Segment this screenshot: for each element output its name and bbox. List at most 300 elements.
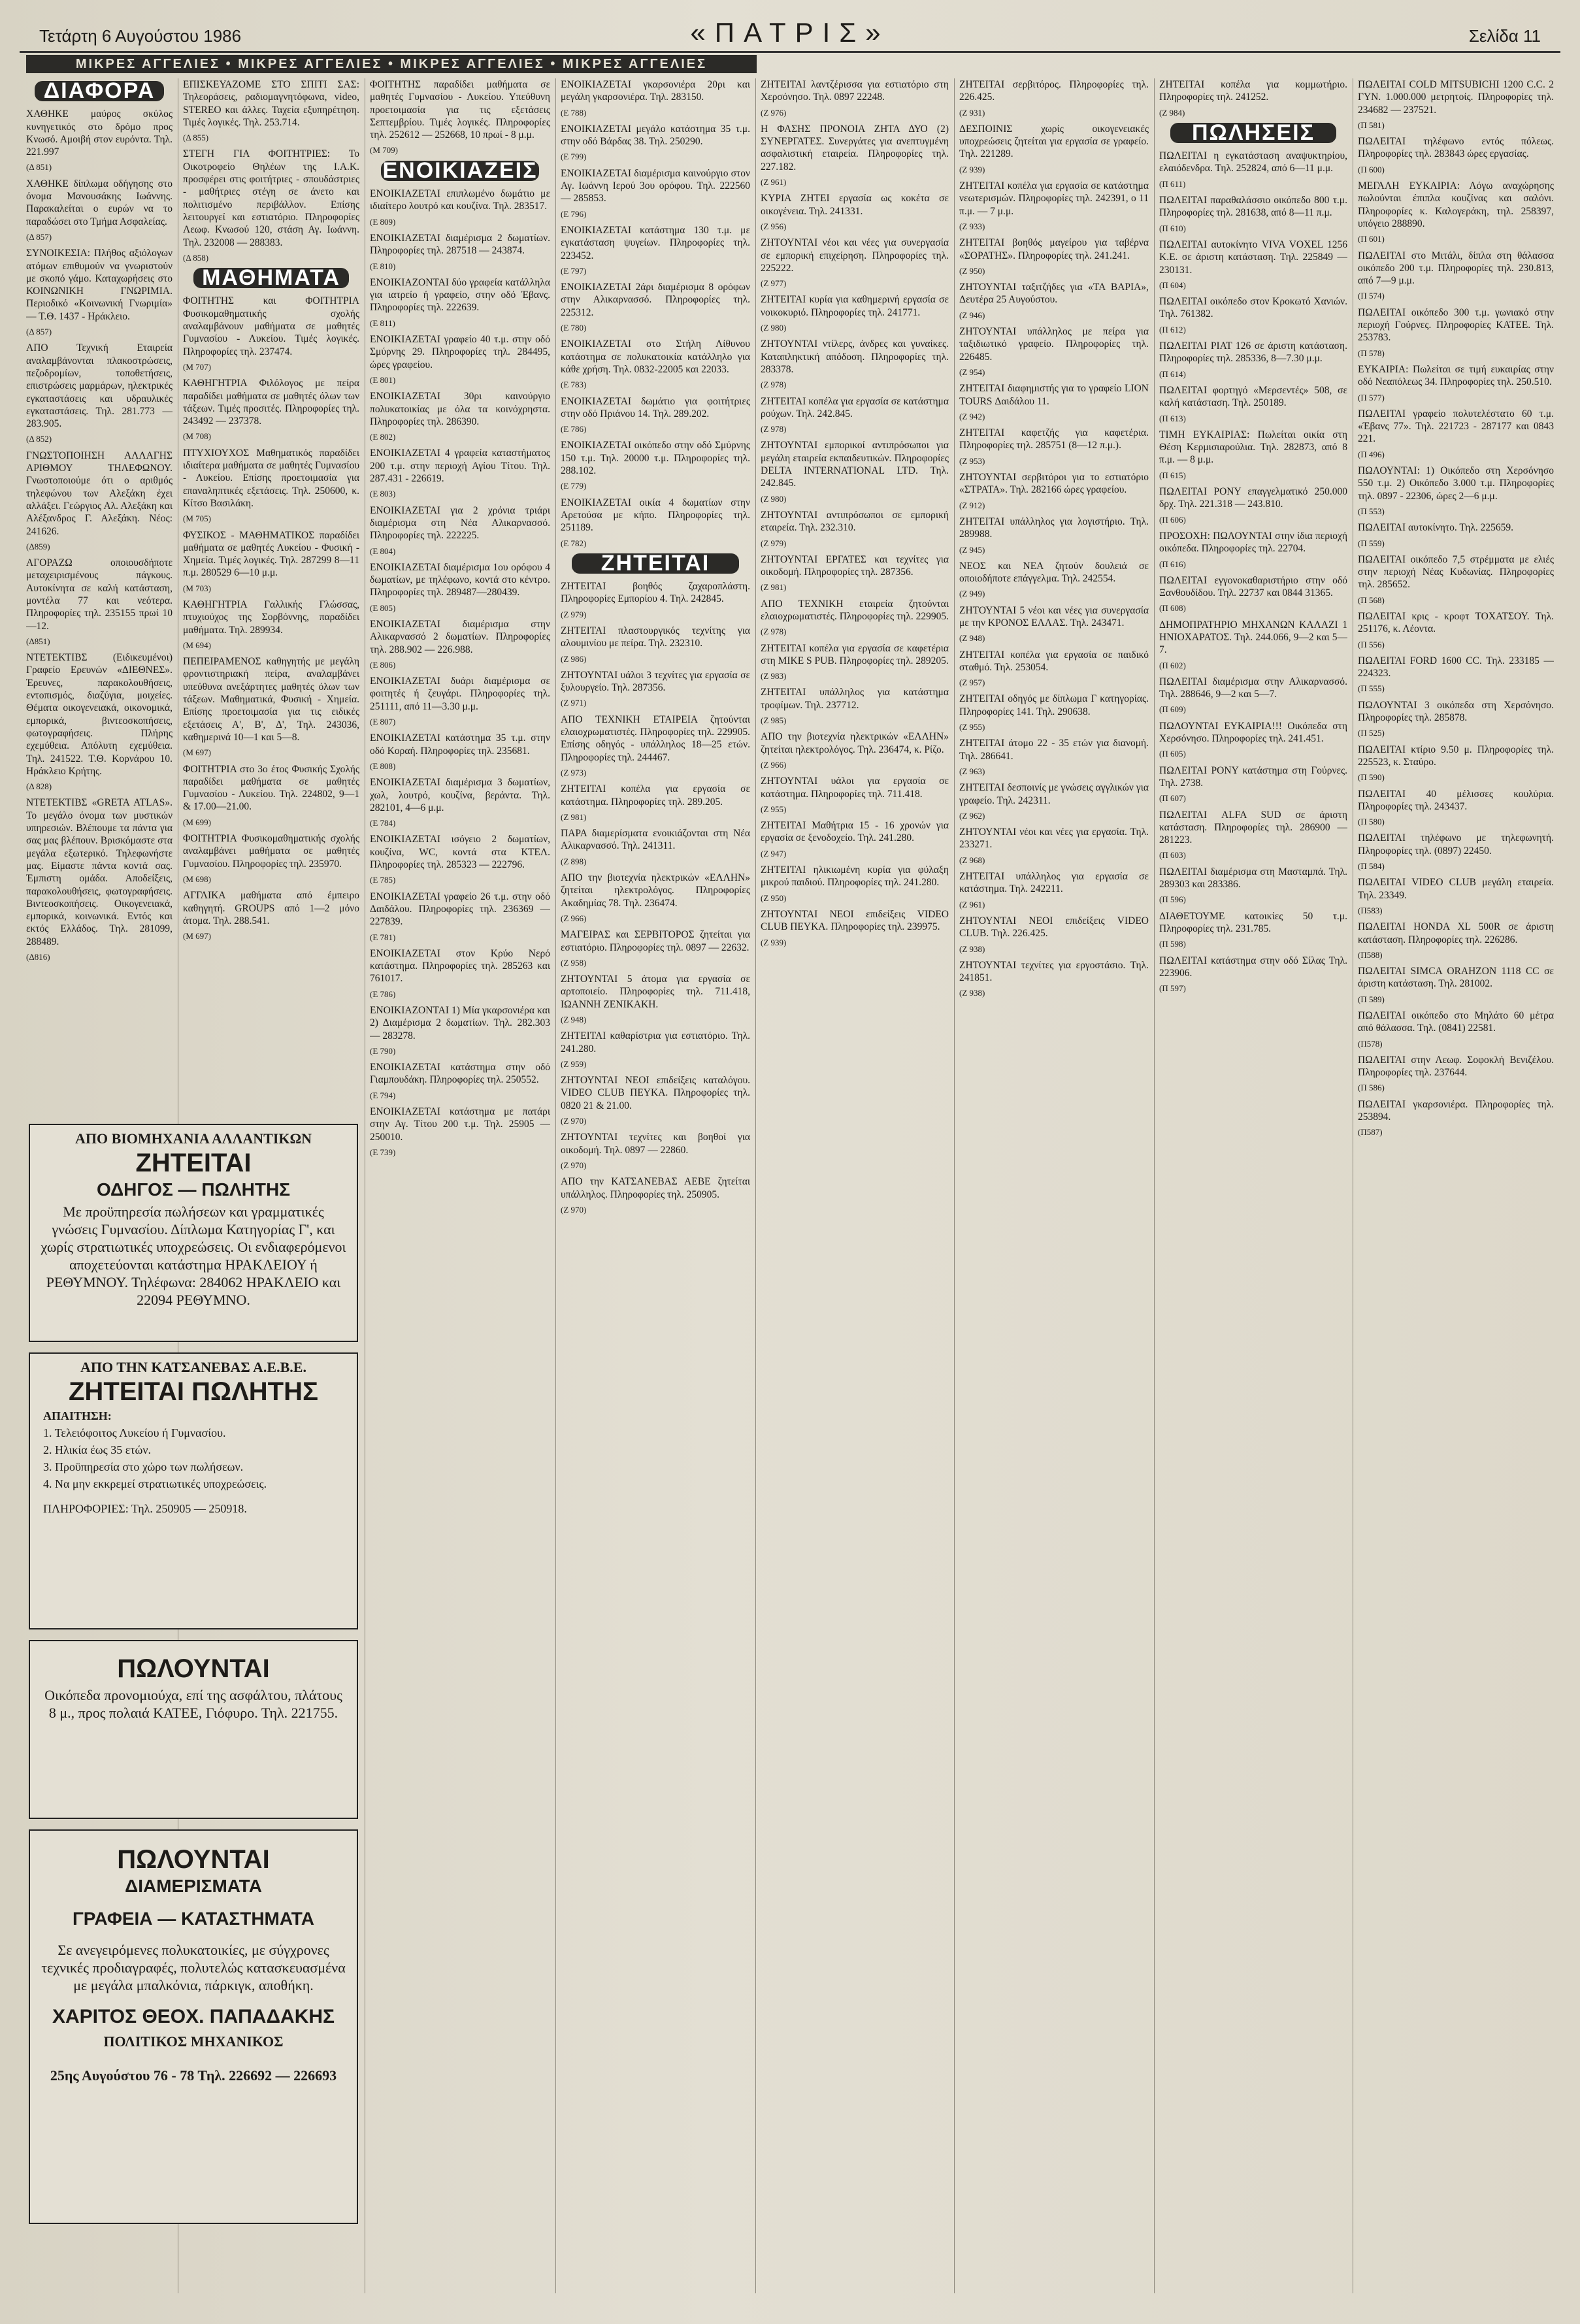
ad-code: (Ε 807) [370, 717, 396, 727]
classified-ad: ΖΗΤΟΥΝΤΑΙ ΕΡΓΑΤΕΣ και τεχνίτες για οικοδομή. Πληροφορίες τηλ. 287356. [761, 553, 949, 578]
classified-ad: ΖΗΤΕΙΤΑΙ υπάλληλος για εργασία σε κατάστημα. Τηλ. 242211. [959, 871, 1149, 895]
ad-code: (Δ859) [26, 541, 50, 551]
ad-code: (Ε 806) [370, 659, 396, 670]
ad-code: (Ζ 955) [761, 804, 787, 814]
classified-ad: ΕΝΟΙΚΙΑΖΕΤΑΙ διαμέρισμα καινούργιο στον Αγ. Ιωάννη Ιερού 3ου ορόφου. Τηλ. 222560 — 285853. [561, 167, 750, 205]
ad-code: (Ζ 958) [561, 957, 587, 968]
ad-code: (Ε 786) [370, 989, 396, 999]
classified-ad: ΖΗΤΟΥΝΤΑΙ ΝΕΟΙ επιδείξεις VIDEO CLUB. Τηλ. 226.425. [959, 915, 1149, 940]
classified-ad: ΖΗΤΕΙΤΑΙ δεσποινίς με γνώσεις αγγλικών για γραφείο. Τηλ. 242311. [959, 782, 1149, 806]
ad-code: (Π 577) [1358, 392, 1385, 402]
classified-ad: ΠΩΛΕΙΤΑΙ κρις - κροφτ ΤΟΧΑΤΣΟΥ. Τηλ. 251176, κ. Λέοντα. [1358, 610, 1554, 635]
display-ad-oikopeda [29, 1640, 358, 1819]
classified-ad: ΦΟΙΤΗΤΗΣ και ΦΟΙΤΗΤΡΙΑ Φυσικομαθηματικής σχολής αναλαμβάνουν μαθήματα σε μαθητές Γυμνασίου - Λυκείου. Τιμές λογικές. Πληροφορίες τηλ. 237474. [183, 295, 359, 357]
classified-ad: ΕΝΟΙΚΙΑΖΕΤΑΙ γκαρσονιέρα 20ρι και μεγάλη γκαρσονιέρα. Τηλ. 283150. [561, 79, 750, 103]
classified-ad: ΠΩΛΕΙΤΑΙ στην Λεωφ. Σοφοκλή Βενιζέλου. Πληροφορίες τηλ. 237644. [1358, 1054, 1554, 1079]
classified-ad: ΠΩΛΟΥΝΤΑΙ ΕΥΚΑΙΡΙΑ!!! Οικόπεδα στη Χερσόνησο. Πληροφορίες τηλ. 241.451. [1159, 720, 1347, 745]
classified-ad: ΠΩΛΕΙΤΑΙ παραθαλάσσιο οικόπεδο 800 τ.μ. Πληροφορίες τηλ. 281638, από 8—11 π.μ. [1159, 195, 1347, 219]
ad-code: (Ζ 948) [959, 633, 985, 644]
ad-code: (Π 600) [1358, 164, 1385, 174]
ad-code: (Π 614) [1159, 368, 1186, 379]
classified-ad: ΑΠΟ την ΚΑΤΣΑΝΕΒΑΣ ΑΕΒΕ ζητείται υπάλληλος. Πληροφορίες τηλ. 250905. [561, 1176, 750, 1200]
column-3 [370, 78, 550, 2300]
ad-list [1159, 78, 1347, 994]
ad-code: (Ζ 979) [561, 609, 587, 619]
column-5 [761, 78, 949, 2300]
ad-code: (Ε 811) [370, 318, 395, 328]
classified-ad: ΕΝΟΙΚΙΑΖΕΤΑΙ διαμέρισμα 3 δωματίων, χωλ, λουτρό, κουζίνα, βεράντα. Τηλ. 282101, 4—6 μ.μ. [370, 777, 550, 813]
ad-code: (Π 581) [1358, 120, 1385, 130]
classified-ad: ΖΗΤΕΙΤΑΙ υπάλληλος για κατάστημα τροφίμων. Τηλ. 237712. [761, 687, 949, 711]
ad-code: (Π 590) [1358, 772, 1385, 783]
classified-ad: ΕΥΚΑΙΡΙΑ: Πωλείται σε τιμή ευκαιρίας στην οδό Νεαπόλεως 34. Πληροφορίες τηλ. 250.510. [1358, 363, 1554, 388]
column-rule [755, 78, 756, 2293]
ad-code: (Ε 797) [561, 265, 587, 276]
column-6 [959, 78, 1149, 2300]
ad-code: (Π 556) [1358, 639, 1385, 649]
classified-ad: ΖΗΤΟΥΝΤΑΙ τεχνίτες και βοηθοί για οικοδομή. Τηλ. 0897 — 22860. [561, 1132, 750, 1156]
ad-code: (Π 613) [1159, 413, 1186, 423]
ad-code: (Ζ 962) [959, 810, 985, 821]
ad-code: (Π 568) [1358, 595, 1385, 605]
ad-code: (Ε 784) [370, 818, 396, 828]
requirement-item: 1. Τελειόφοιτος Λυκείου ή Γυμνασίου. [43, 1426, 226, 1439]
classified-ad: ΖΗΤΟΥΝΤΑΙ ντίλερς, άνδρες και γυναίκες. Καταπληκτική απόδοση. Πληροφορίες τηλ. 283378. [761, 338, 949, 375]
ad-code: (Μ 707) [183, 361, 211, 372]
ad-code: (Π 602) [1159, 660, 1186, 670]
ad-code: (Ε 804) [370, 546, 396, 556]
ad-code: (Δ 857) [26, 231, 52, 242]
classified-ad: ΕΝΟΙΚΙΑΖΕΤΑΙ στον Κρύο Νερό κατάστημα. Πληροφορίες τηλ. 285263 και 761017. [370, 947, 550, 985]
classified-ad: ΠΩΛΕΙΤΑΙ κτίριο 9.50 μ. Πληροφορίες τηλ. 225523, κ. Σταύρο. [1358, 744, 1554, 768]
classified-ad: ΦΟΙΤΗΤΡΙΑ Φυσικομαθηματικής σχολής αναλαμβάνει μαθήματα σε μαθητές Γυμνασίου. Πληροφορίες τηλ. 235970. [183, 833, 359, 870]
classified-ad: Η ΦΑΣΗΣ ΠΡΟΝΟΙΑ ΖΗΤΑ ΔΥΟ (2) ΣΥΝΕΡΓΑΤΕΣ. Συνεργάτες για ανεπτυγμένη ασφαλιστική εταιρεία. Πληροφορίες τηλ. 227.182. [761, 123, 949, 172]
section-heading: ΕΝΟΙΚΙΑΖΕΙΣ [381, 161, 540, 181]
classified-ad: ΕΝΟΙΚΙΑΖΕΤΑΙ ισόγειο 2 δωματίων, κουζίνα, WC, κοντά στα ΚΤΕΛ. Πληροφορίες τηλ. 285323 — 222796. [370, 834, 550, 871]
classified-ad: ΦΟΙΤΗΤΗΣ παραδίδει μαθήματα σε μαθητές Γυμνασίου - Λυκείου. Υπεύθυνη προετοιμασία για τις εξετάσεις Σεπτεμβρίου. Τιμές λογικές. Πληροφορίες τηλ. 252612 — 252668, 10 πρωί - 8 μ.μ. [370, 79, 550, 141]
column-7 [1159, 78, 1347, 2300]
ad-code: (Ζ 973) [561, 767, 587, 777]
ad-code: (Π 606) [1159, 514, 1186, 525]
ad-code: (Ζ 979) [761, 538, 787, 548]
ad-list [761, 78, 949, 949]
classified-ad: ΠΩΛΕΙΤΑΙ γραφείο πολυτελέστατο 60 τ.μ. «Έβανς 77». Τηλ. 221723 - 287177 και 0843 221. [1358, 408, 1554, 445]
classified-ad: ΠΩΛΟΥΝΤΑΙ 3 οικόπεδα στη Χερσόνησο. Πληροφορίες τηλ. 285878. [1358, 699, 1554, 724]
ad-code: (Π 601) [1358, 234, 1385, 244]
ad-code: (Δ851) [26, 636, 50, 646]
ad-code: (Ζ 986) [561, 653, 587, 664]
ad-code: (Ζ 966) [761, 759, 787, 770]
display-ad-subhead: ΟΔΗΓΟΣ — ΠΩΛΗΤΗΣ [96, 1179, 291, 1200]
ad-code: (Ζ 942) [959, 411, 985, 421]
ad-code: (Π 596) [1159, 894, 1186, 905]
ad-code: (Ζ 980) [761, 493, 787, 504]
ad-code: (Ε 779) [561, 481, 587, 491]
ad-code: (Π 553) [1358, 506, 1385, 516]
ad-code: (Π583) [1358, 905, 1383, 915]
ad-code: (Μ 699) [183, 817, 211, 827]
classified-ad: ΔΕΣΠΟΙΝΙΣ χωρίς οικογενειακές υποχρεώσεις ζητείται για εργασία σε γραφείο. Τηλ. 221289. [959, 123, 1149, 160]
display-ad-body: Με προϋπηρεσία πωλήσεων και γραμματικές γνώσεις Γυμνασίου. Δίπλωμα Κατηγορίας Γ', και χωρίς στρατιωτικές υποχρεώσεις. Οι ενδιαφερόμενοι αποχετεύονται κατάστημα ΗΡΑΚΛΕΙΟΥ ή ΡΕΘΥΜΝΟΥ. Τηλέφωνα: 284062 ΗΡΑΚΛΕΙΟ και 22094 ΡΕΘΥΜΝΟ. [41, 1203, 346, 1308]
classified-ad: ΠΩΛΕΙΤΑΙ οικόπεδο στον Κροκωτό Χανιών. Τηλ. 761382. [1159, 296, 1347, 320]
ad-code: (Π588) [1358, 949, 1383, 960]
classified-ad: ΠΩΛΕΙΤΑΙ 40 μέλισσες κουλύρια. Πληροφορίες τηλ. 243437. [1358, 788, 1554, 812]
ad-code: (Π 598) [1159, 939, 1186, 949]
classified-ad: ΠΕΠΕΙΡΑΜΕΝΟΣ καθηγητής με μεγάλη φροντιστηριακή πείρα, αναλαμβάνει υπεύθυνα ανεξάρτητες μαθητές όλων των τάξεων. Μαθηματικά, Φυσική - Χημεία. Επίσης προετοιμασία για τις ειδικές εξετάσεις Α', Β', Δ', Τηλ. 243036, καθημερινά 10—1 και 5—8. [183, 656, 359, 743]
classified-ad: ΕΝΟΙΚΙΑΖΕΤΑΙ διαμέρισμα 1ου ορόφου 4 δωματίων, με τηλέφωνο, κοντά στο κέντρο. Πληροφορίες τηλ. 289487—280439. [370, 561, 550, 598]
ad-code: (Ε 803) [370, 489, 396, 499]
classified-ad: ΖΗΤΕΙΤΑΙ κοπέλα για εργασία σε κατάστημα νεωτερισμών. Πληροφορίες τηλ. 242391, ο 11 π.μ. — 7 μ.μ. [959, 180, 1149, 217]
ad-code: (Π 611) [1159, 178, 1186, 189]
display-ad-body: Οικόπεδα προνομιούχα, επί της ασφάλτου, πλάτους 8 μ., προς πολαιά ΚΑΤΕΕ, Γιόφυρο. Τηλ. 221755. [44, 1687, 342, 1721]
classified-ad: ΖΗΤΟΥΝΤΑΙ ΝΕΟΙ επιδείξεις VIDEO CLUB ΠΕΥΚΑ. Πληροφορίες τηλ. 239975. [761, 908, 949, 933]
classified-ad: ΕΝΟΙΚΙΑΖΕΤΑΙ οικόπεδο στην οδό Σμύρνης 150 τ.μ. Τηλ. 20000 τ.μ. Πληροφορίες τηλ. 288.102. [561, 440, 750, 477]
classified-ad: ΕΝΟΙΚΙΑΖΕΤΑΙ δυάρι διαμέρισμα σε φοιτητές ή ζευγάρι. Πληροφορίες τηλ. 251111, από 11—3.30 μ.μ. [370, 676, 550, 712]
ad-code: (Π 615) [1159, 470, 1186, 480]
ad-code: (Ζ 939) [761, 937, 787, 947]
ad-code: (Ζ 978) [761, 627, 787, 637]
classified-ad: ΓΝΩΣΤΟΠΟΙΗΣΗ ΑΛΛΑΓΗΣ ΑΡΙΘΜΟΥ ΤΗΛΕΦΩΝΟΥ. Γνωστοποιούμε ότι ο αριθμός τηλεφώνου των Αλεξάκη έχει αλλάξει. Γεώργιος Αλ. Αλεξάκη και Αλέξανδρος Γ. Αλεξάκη. Νέος: 241626. [26, 450, 173, 537]
ad-code: (Ε 782) [561, 538, 587, 548]
classified-ad: ΖΗΤΕΙΤΑΙ κοπέλα για εργασία σε κατάστημα. Πληροφορίες τηλ. 289.205. [561, 783, 750, 808]
ad-list [561, 78, 750, 1216]
ad-code: (Ζ 948) [561, 1015, 587, 1024]
ad-code: (Ε 788) [561, 107, 587, 118]
classified-ad: ΠΩΛΕΙΤΑΙ εγγονοκαθαριστήριο στην οδό Ξανθουδίδου. Τηλ. 22737 και 0844 31365. [1159, 574, 1347, 599]
ad-code: (Π 597) [1159, 983, 1186, 994]
classified-ad: ΑΠΟ την βιοτεχνία ηλεκτρικών «ΕΛΛΗΝ» ζητείται ηλεκτρολόγος. Πληροφορίες Ακαδημίας 78. Τηλ. 236474. [561, 872, 750, 909]
ad-code: (Ζ 970) [561, 1160, 587, 1170]
requirement-item: 2. Ηλικία έως 35 ετών. [43, 1443, 152, 1456]
classified-ad: ΖΗΤΟΥΝΤΑΙ ΝΕΟΙ επιδείξεις καταλόγου. VIDEO CLUB ΠΕΥΚΑ. Πληροφορίες τηλ. 0820 21 & 21.00. [561, 1075, 750, 1111]
ad-code: (Π 604) [1159, 280, 1186, 290]
ad-code: (Π 607) [1159, 793, 1186, 804]
ad-list [1358, 78, 1554, 1139]
ad-code: (Ζ 980) [761, 323, 787, 333]
classified-ad: ΠΩΛΕΙΤΑΙ οικόπεδο 300 τ.μ. γωνιακό στην περιοχή Γούρνες. Πληροφορίες ΚΑΤΕΕ. Τηλ. 253783. [1358, 306, 1554, 344]
classified-ad: ΠΩΛΕΙΤΑΙ οικόπεδο 7,5 στρέμματα με ελιές στην περιοχή Νέας Κυδωνίας. Πληροφορίες τηλ. 285652. [1358, 553, 1554, 591]
display-ad-headline: ΖΗΤΕΙΤΑΙ ΠΩΛΗΤΗΣ [69, 1377, 318, 1406]
classified-ad: ΑΓΟΡΑΖΩ οποιουσδήποτε μεταχειρισμένους πάγκους. Αυτοκίνητα σε καλή κατάσταση, μοντέλα 77 και νεότερα. Πληροφορίες τηλ. 235155 πρωί 10—12. [26, 557, 173, 632]
ad-list [183, 78, 359, 942]
classified-ad: ΕΝΟΙΚΙΑΖΕΤΑΙ 4 γραφεία καταστήματος 200 τ.μ. στην περιοχή Αγίου Τίτου. Τηλ. 287.431 - 226619. [370, 448, 550, 485]
classified-ad: ΕΝΟΙΚΙΑΖΕΤΑΙ κατάστημα 130 τ.μ. με εγκατάσταση ψυγείων. Πληροφορίες τηλ. 223452. [561, 224, 750, 261]
column-1 [26, 78, 173, 1085]
display-ad-headline: ΠΩΛΟΥΝΤΑΙ [117, 1654, 270, 1683]
classified-ad: ΠΩΛΕΙΤΑΙ COLD MITSUBICHI 1200 C.C. 2 ΓΥΝ. 1.000.000 μετρητοίς. Πληροφορίες τηλ. 234682 — 237521. [1358, 79, 1554, 116]
classified-ad: ΖΗΤΕΙΤΑΙ κυρία για καθημερινή εργασία σε νοικοκυριό. Πληροφορίες τηλ. 241771. [761, 294, 949, 318]
requirements-label: ΑΠΑΙΤΗΣΗ: [43, 1409, 112, 1422]
classified-ad: ΕΝΟΙΚΙΑΖΕΤΑΙ διαμέρισμα στην Αλικαρνασσό 2 δωματίων. Πληροφορίες τηλ. 288.902 — 226.988. [370, 618, 550, 655]
ad-code: (Ε 794) [370, 1090, 396, 1100]
classified-ad: ΖΗΤΕΙΤΑΙ λαντζέρισσα για εστιατόριο στη Χερσόνησο. Τηλ. 0897 22248. [761, 79, 949, 103]
ad-code: (Ε 805) [370, 602, 396, 613]
classified-ad: ΖΗΤΕΙΤΑΙ Μαθήτρια 15 - 16 χρονών για εργασία σε ξενοδοχείο. Τηλ. 241.280. [761, 820, 949, 844]
classified-ad: ΖΗΤΕΙΤΑΙ πλαστουργικός τεχνίτης για αλουμινίου με πείρα. Τηλ. 232310. [561, 625, 750, 649]
display-ad-body: Σε ανεγειρόμενες πολυκατοικίες, με σύγχρονες τεχνικές προδιαγραφές, πολυτελώς κατασκευασμένα με μεγάλα μπαλκόνια, πάρκιγκ, αποθήκη. [41, 1942, 346, 1993]
ad-code: (Ε 739) [370, 1147, 396, 1157]
ad-code: (Ζ 939) [959, 164, 985, 174]
ad-code: (Π 610) [1159, 223, 1186, 233]
classified-ad: ΖΗΤΕΙΤΑΙ ηλικιωμένη κυρία για φύλαξη μικρού παιδιού. Πληροφορίες τηλ. 241.280. [761, 864, 949, 889]
display-ad-diamerismata [29, 1829, 358, 2224]
ad-code: (Ζ 970) [561, 1116, 587, 1126]
ad-code: (Μ 703) [183, 583, 211, 593]
ad-code: (Π 616) [1159, 559, 1186, 569]
classified-ad: ΕΝΟΙΚΙΑΖΕΤΑΙ επιπλωμένο δωμάτιο με ιδιαίτερο λουτρό και κουζίνα. Τηλ. 283517. [370, 188, 550, 212]
ad-code: (Ε 796) [561, 208, 587, 219]
classified-ad: ΠΩΛΕΙΤΑΙ φορτηγό «Μερσεντές» 508, σε καλή κατάσταση. Τηλ. 250189. [1159, 384, 1347, 409]
ad-code: (Ζ 931) [959, 107, 985, 118]
classified-ad: ΝΕΟΣ και ΝΕΑ ζητούν δουλειά σε οποιοδήποτε επάγγελμα. Τηλ. 242554. [959, 560, 1149, 585]
classified-ad: ΝΤΕΤΕΚΤΙΒΣ «GRETA ATLAS». Το μεγάλο όνομα των μυστικών υπηρεσιών. Βλέπουμε τα πάντα για σας μας βλέπουν. Βρισκόμαστε στα μεγάλα εξωτερικό. Τηλεφωνήστε μας. Είμαστε πάντα κοντά σας. Έμπιστη ομάδα. Αποδείξεις, παρακολουθήσεις, φωτογραφήσεις. Βιντεοσκοπήσεις. Οικογενειακά, εμπορικά, κοινωνικά. Εντός και εκτός Ελλάδος. Τηλ. 281099, 288489. [26, 797, 173, 947]
ad-code: (Ζ 946) [959, 310, 985, 320]
display-ad-katsanevas [29, 1352, 358, 1629]
classified-ad: ΕΝΟΙΚΙΑΖΕΤΑΙ 30ρι καινούργιο πολυκατοικίας με όλα τα κοινόχρηστα. Πληροφορίες τηλ. 286390. [370, 391, 550, 427]
classified-ad: ΕΝΟΙΚΙΑΖΟΝΤΑΙ δύο γραφεία κατάλληλα για ιατρείο ή γραφείο, στην οδό Έβανς. Πληροφορίες τηλ. 222639. [370, 276, 550, 314]
classified-ad: ΖΗΤΕΙΤΑΙ κοπέλα για κομμωτήριο. Πληροφορίες τηλ. 241252. [1159, 79, 1347, 103]
column-4 [561, 78, 750, 2300]
classified-ad: ΑΠΟ ΤΕΧΝΙΚΗ εταιρεία ζητούνται ελαιοχρωματιστές. Πληροφορίες τηλ. 229905. [761, 598, 949, 622]
classified-ad: ΚΑΘΗΓΗΤΡΙΑ Γαλλικής Γλώσσας, πτυχιούχος της Σορβόννης, παραδίδει μαθήματα. Τηλ. 289934. [183, 598, 359, 636]
ad-code: (Ζ 981) [561, 811, 587, 822]
ad-code: (Π 496) [1358, 449, 1385, 459]
classified-ad: ΖΗΤΕΙΤΑΙ βοηθός μαγείρου για ταβέρνα «ΣΟΡΑΤΗΣ». Πληροφορίες τηλ. 241.241. [959, 237, 1149, 261]
ad-code: (Δ 855) [183, 133, 209, 143]
display-ad-headline: ΠΩΛΟΥΝΤΑΙ [117, 1845, 270, 1874]
masthead: «ΠΑΤΡΙΣ» [690, 17, 890, 48]
ad-code: (Μ 697) [183, 931, 211, 941]
page-header [20, 12, 1560, 53]
ad-code: (Ζ 938) [959, 943, 985, 954]
classified-ad: ΠΩΛΕΙΤΑΙ οικόπεδο στο Μηλάτο 60 μέτρα από θάλασσα. Τηλ. (0841) 22581. [1358, 1010, 1554, 1034]
ad-code: (Π 584) [1358, 861, 1385, 872]
page-number: Σελίδα 11 [1468, 26, 1541, 46]
classified-ad: ΠΩΛΕΙΤΑΙ τηλέφωνο με τηλεφωνητή. Πληροφορίες τηλ. (0897) 22450. [1358, 832, 1554, 857]
ad-code: (Π 525) [1358, 728, 1385, 738]
classified-ad: ΖΗΤΟΥΝΤΑΙ 5 άτομα για εργασία σε αρτοποιείο. Πληροφορίες τηλ. 711.418, ΙΩΑΝΝΗ ΖΕΝΙΚΑΚΗ. [561, 974, 750, 1010]
ad-code: (Δ 828) [26, 781, 52, 792]
ad-code: (Ε 801) [370, 374, 396, 385]
ad-code: (Ε 809) [370, 216, 396, 227]
classified-ad: ΠΑΡΑ διαμερίσματα ενοικιάζονται στη Νέα Αλικαρνασσό. Τηλ. 241311. [561, 828, 750, 852]
classified-ad: ΔΙΑΘΕΤΟΥΜΕ κατοικίες 50 τ.μ. Πληροφορίες τηλ. 231.785. [1159, 910, 1347, 934]
classified-ad: ΠΤΥΧΙΟΥΧΟΣ Μαθηματικός παραδίδει ιδιαίτερα μαθήματα σε μαθητές Γυμνασίου - Λυκείου. Επίσης προετοιμασία για επαναληπτικές εξετάσεις. Τηλ. 250600, κ. Κίτσο Βασιλάκη. [183, 447, 359, 509]
ad-code: (Ζ 963) [959, 766, 985, 776]
ad-code: (Μ 705) [183, 514, 211, 524]
ad-code: (Ε 785) [370, 875, 396, 885]
classified-ad: ΕΝΟΙΚΙΑΖΕΤΑΙ γραφείο 26 τ.μ. στην οδό Δαιδάλου. Πληροφορίες τηλ. 236369 — 227839. [370, 891, 550, 928]
classified-ad: ΖΗΤΟΥΝΤΑΙ εμπορικοί αντιπρόσωποι για μεγάλη εταιρεία εκπαιδευτικών. Πληροφορίες DELTA INTERNATIONAL LTD. Τηλ. 242.845. [761, 440, 949, 489]
classified-ad: ΑΓΓΛΙΚΑ μαθήματα από έμπειρο καθηγητή. GROUPS από 1—2 μόνο άτομα. Τηλ. 288.541. [183, 890, 359, 926]
classified-ad: ΚΥΡΙΑ ΖΗΤΕΙ εργασία ως κοκέτα σε οικογένεια. Τηλ. 241331. [761, 193, 949, 217]
display-ad-info: ΠΛΗΡΟΦΟΡΙΕΣ: Τηλ. 250905 — 250918. [43, 1502, 247, 1515]
classified-ad: ΖΗΤΕΙΤΑΙ διαφημιστής για το γραφείο LION TOURS Δαιδάλου 11. [959, 383, 1149, 407]
ad-code: (Ζ 898) [561, 856, 587, 866]
classified-ad: ΤΙΜΗ ΕΥΚΑΙΡΙΑΣ: Πωλείται οικία στη Θέση Κερμισιαρούλια. Τηλ. 282873, από 8 π.μ. — 8 μ.μ. [1159, 429, 1347, 466]
ad-code: (Μ 697) [183, 747, 211, 758]
classified-ad: ΕΝΟΙΚΙΑΖΕΤΑΙ οικία 4 δωματίων στην Αρετούσα με κήπο. Πληροφορίες τηλ. 251189. [561, 497, 750, 534]
classified-ad: ΠΩΛΕΙΤΑΙ διαμέρισμα στην Αλικαρνασσό. Τηλ. 288646, 9—2 και 5—7. [1159, 676, 1347, 700]
display-ad-alkantikon [29, 1124, 358, 1342]
ad-code: (Δ 857) [26, 327, 52, 337]
ad-code: (Ζ 977) [761, 278, 787, 289]
classified-ad: ΖΗΤΟΥΝΤΑΙ τεχνίτες για εργοστάσιο. Τηλ. 241851. [959, 959, 1149, 984]
ad-code: (Ζ 950) [761, 892, 787, 903]
classified-ad: ΠΩΛΕΙΤΑΙ PONY κατάστημα στη Γούρνες. Τηλ. 2738. [1159, 764, 1347, 789]
ad-code: (Ζ 978) [761, 380, 787, 390]
display-ad-kicker: ΑΠΟ ΤΗΝ ΚΑΤΣΑΝΕΒΑΣ Α.Ε.Β.Ε. [80, 1359, 306, 1375]
classified-ad: ΠΩΛΟΥΝΤΑΙ: 1) Οικόπεδο στη Χερσόνησο 550 τ.μ. 2) Οικόπεδο 3.000 τ.μ. Πληροφορίες τηλ. 0897 - 22306, ώρες 2—6 μ.μ. [1358, 465, 1554, 502]
ad-list [370, 78, 550, 1158]
ad-code: (Π587) [1358, 1127, 1383, 1137]
ad-code: (Ζ 976) [761, 107, 787, 118]
advertiser-role: ΠΟΛΙΤΙΚΟΣ ΜΗΧΑΝΙΚΟΣ [103, 2033, 284, 2050]
classified-ad: ΠΩΛΕΙΤΑΙ VIDEO CLUB μεγάλη εταιρεία. Τηλ. 23349. [1358, 877, 1554, 901]
ad-code: (Ζ 961) [959, 899, 985, 909]
advertiser-name: ΧΑΡΙΤΟΣ ΘΕΟΧ. ΠΑΠΑΔΑΚΗΣ [52, 2006, 335, 2027]
ad-code: (Π 589) [1358, 994, 1385, 1004]
classified-ad: ΖΗΤΟΥΝΤΑΙ νέοι και νέες για συνεργασία σε εμπορική επιχείρηση. Πληροφορίες τηλ. 225222. [761, 237, 949, 274]
classified-ad: ΠΩΛΕΙΤΑΙ αυτοκίνητο VIVA VOXEL 1256 Κ.Ε. σε άριστη κατάσταση. Τηλ. 225849 — 230131. [1159, 238, 1347, 276]
ad-code: (Ζ 957) [959, 678, 985, 688]
classified-ad: ΧΑΘΗΚΕ μαύρος σκύλος κυνηγετικός στο δρόμο προς Κνωσό. Αμοιβή στον ευρόντα. Τηλ. 221.997 [26, 108, 173, 158]
ad-code: (Ζ 970) [561, 1204, 587, 1215]
ad-code: (Ζ 968) [959, 855, 985, 865]
classified-ad: ΕΝΟΙΚΙΑΖΕΤΑΙ 2άρι διαμέρισμα 8 ορόφων στην Αλικαρνασσό. Πληροφορίες τηλ. 225312. [561, 282, 750, 318]
classified-ad: ΕΝΟΙΚΙΑΖΕΤΑΙ μεγάλο κατάστημα 35 τ.μ. στην οδό Βάρδας 38. Τηλ. 250290. [561, 123, 750, 148]
classified-ad: ΠΩΛΕΙΤΑΙ ΡΙΑΤ 126 σε άριστη κατάσταση. Πληροφορίες τηλ. 285336, 8—7.30 μ.μ. [1159, 340, 1347, 365]
ad-code: (Ζ 953) [959, 455, 985, 466]
ad-code: (Ζ 954) [959, 367, 985, 377]
ad-code: (Δ 852) [26, 434, 52, 444]
classified-ad: ΕΝΟΙΚΙΑΖΕΤΑΙ κατάστημα με πατάρι στην Αγ. Τίτου 200 τ.μ. Τηλ. 25905 — 250010. [370, 1106, 550, 1143]
classified-ad: ΖΗΤΟΥΝΤΑΙ σερβιτόροι για το εστιατόριο «ΣΤΡΑΤΑ». Τηλ. 282166 ώρες γραφείου. [959, 472, 1149, 496]
classified-ad: ΖΗΤΕΙΤΑΙ κοπέλα για εργασία σε κατάστημα ρούχων. Τηλ. 242.845. [761, 395, 949, 419]
section-heading-diafora: ΔΙΑΦΟΡΑ [35, 81, 163, 101]
classified-ad: ΕΝΟΙΚΙΑΖΟΝΤΑΙ 1) Μία γκαρσονιέρα και 2) Διαμέρισμα 2 δωματίων. Τηλ. 282.303 — 283278. [370, 1005, 550, 1041]
column-rule [954, 78, 955, 2293]
classified-ad: ΔΗΜΟΠΡΑΤΗΡΙΟ ΜΗΧΑΝΩΝ ΚΑΛΑΖΙ 1 ΗΝΙΟΧΑΡΑΤΟΣ. Τηλ. 244.066, 9—2 και 5—7. [1159, 619, 1347, 656]
classified-ad: ΦΟΙΤΗΤΡΙΑ στο 3ο έτος Φυσικής Σχολής παραδίδει μαθήματα σε μαθητές Γυμνασίου - Λυκείου. Τηλ. 224802, 9—1 & 17.00—21.00. [183, 763, 359, 813]
classified-ad: ΖΗΤΟΥΝΤΑΙ υάλοι 3 τεχνίτες για εργασία σε ξυλουργείο. Τηλ. 287356. [561, 669, 750, 694]
column-rule [1154, 78, 1155, 2293]
advertiser-address: 25ης Αυγούστου 76 - 78 Τηλ. 226692 — 226693 [50, 2067, 337, 2084]
classified-ad: ΖΗΤΕΙΤΑΙ βοηθός ζαχαροπλάστη. Πληροφορίες Εμπορίου 4. Τηλ. 242845. [561, 581, 750, 605]
classified-ad: ΕΝΟΙΚΙΑΖΕΤΑΙ για 2 χρόνια τριάρι διαμέρισμα στη Νέα Αλικαρνασσό. Πληροφορίες τηλ. 222225. [370, 504, 550, 542]
classified-ad: ΜΕΓΑΛΗ ΕΥΚΑΙΡΙΑ: Λόγω αναχώρησης πωλούνται έπιπλα κουζίνας και σαλόνι. Πληροφορίες κ. Καλογεράκη, τηλ. 258397, υπόγειο 288890. [1358, 180, 1554, 229]
classified-ad: ΖΗΤΟΥΝΤΑΙ αντιπρόσωποι σε εμπορική εταιρεία. Τηλ. 232.310. [761, 509, 949, 534]
ad-list [959, 78, 1149, 1000]
ad-code: (Ζ 959) [561, 1058, 587, 1069]
display-ad-subhead: ΔΙΑΜΕΡΙΣΜΑΤΑ [125, 1876, 262, 1896]
ad-code: (Π 559) [1358, 538, 1385, 548]
column-8 [1358, 78, 1554, 2300]
section-heading: ΖΗΤΕΙΤΑΙ [572, 553, 738, 574]
classified-ad: ΑΠΟ Τεχνική Εταιρεία αναλαμβάνονται πλακοστρώσεις, πεζοδρομίων, τοποθετήσεις, επιστρώσεις μαρμάρων, ηλεκτρικές εγκαταστάσεις και υδραυλικές εγκαταστάσεις. Τηλ. 281.773 — 283.905. [26, 342, 173, 430]
classified-ad: ΕΝΟΙΚΙΑΖΕΤΑΙ κατάστημα 35 τ.μ. στην οδό Κοραή. Πληροφορίες τηλ. 235681. [370, 732, 550, 757]
classified-ad: ΠΩΛΕΙΤΑΙ FORD 1600 CC. Τηλ. 233185 — 224323. [1358, 655, 1554, 679]
classified-ad: ΧΑΘΗΚΕ δίπλωμα οδήγησης στο όνομα Μανουσάκης Ιωάννης. Παρακαλείται ο ευρών να το παραδώσει στο Τμήμα Ασφαλείας. [26, 178, 173, 227]
classified-ad: ΖΗΤΕΙΤΑΙ οδηγός με δίπλωμα Γ κατηγορίας. Πληροφορίες 141. Τηλ. 290638. [959, 693, 1149, 717]
classified-ad: ΖΗΤΟΥΝΤΑΙ υάλοι για εργασία σε κατάστημα. Πληροφορίες τηλ. 711.418. [761, 776, 949, 800]
ad-list [26, 108, 173, 963]
classified-ad: ΠΡΟΣΟΧΗ: ΠΩΛΟΥΝΤΑΙ στην ίδια περιοχή οικόπεδα. Πληροφορίες τηλ. 22704. [1159, 530, 1347, 555]
ad-code: (Ε 802) [370, 432, 396, 442]
classified-ad: ΠΩΛΕΙΤΑΙ HONDA XL 500R σε άριστη κατάσταση. Πληροφορίες τηλ. 226286. [1358, 921, 1554, 945]
ad-code: (Π 609) [1159, 704, 1186, 715]
ad-code: (Ζ 985) [761, 715, 787, 726]
ad-code: (Ζ 945) [959, 544, 985, 555]
issue-date: Τετάρτη 6 Αυγούστου 1986 [39, 26, 242, 46]
classified-ad: ΠΩΛΕΙΤΑΙ αυτοκίνητο. Τηλ. 225659. [1358, 522, 1513, 534]
display-ad-subhead: ΓΡΑΦΕΙΑ — ΚΑΤΑΣΤΗΜΑΤΑ [72, 1908, 315, 1929]
section-heading: ΜΑΘΗΜΑΤΑ [193, 268, 349, 288]
classified-ad: ΝΤΕΤΕΚΤΙΒΣ (Ειδικευμένοι) Γραφείο Ερευνών «ΔΙΕΘΝΕΣ». Έρευνες, παρακολουθήσεις, εντοπισμός, διαζύγια, μοιχείες. Θέματα οικογενειακά, οικονομικά, εμπορικά, βιντεοσκοπήσεις, φωτογραφήσεις. Πλήρης εχεμύθεια. Απόλυτη εχεμύθεια. Τηλ. 241522. Τ.Θ. Κορνάρου 10. Ηράκλειο Κρήτης. [26, 652, 173, 777]
ad-code: (Μ 698) [183, 874, 211, 884]
section-heading: ΠΩΛΗΣΕΙΣ [1170, 123, 1336, 143]
ad-code: (Ε 790) [370, 1045, 396, 1056]
classified-ad: ΣΤΕΓΗ ΓΙΑ ΦΟΙΤΗΤΡΙΕΣ: Το Οικοτροφείο Θηλέων της Ι.Α.Κ. προσφέρει στις φοιτήτριες - σπουδάστριες - μαθήτριες στέγη σε άνετο και πολιτισμένο περιβάλλον. Επίσης λειτουργεί και εστιατόριο. Πληροφορίες Λεωφ. Κνωσού 120, στάση Αγ. Ιωάννη. Τηλ. 232008 — 288383. [183, 148, 359, 248]
ad-code: (Ζ 912) [959, 500, 985, 510]
ad-code: (Ε 808) [370, 761, 396, 771]
ad-code: (Ε 780) [561, 323, 587, 333]
classified-ad: ΑΠΟ ΤΕΧΝΙΚΗ ΕΤΑΙΡΕΙΑ ζητούνται ελαιοχρωματιστές. Πληροφορίες τηλ. 229905. Επίσης οδηγός - υπάλληλος 18—25 ετών. Πληροφορίες τηλ. 244467. [561, 713, 750, 763]
classified-ad: ΚΑΘΗΓΗΤΡΙΑ Φιλόλογος με πείρα παραδίδει μαθήματα σε μαθητές όλων των τάξεων. Τιμές προσιτές. Πληροφορίες τηλ. 243492 — 237378. [183, 378, 359, 427]
classified-ad: ΜΑΓΕΙΡΑΣ και ΣΕΡΒΙΤΟΡΟΣ ζητείται για εστιατόριο. Πληροφορίες τηλ. 0897 — 22632. [561, 929, 750, 953]
classified-ad: ΖΗΤΕΙΤΑΙ κοπέλα για εργασία σε καφετέρια στη MIKE S PUB. Πληροφορίες τηλ. 289205. [761, 642, 949, 666]
classifieds-banner: ΜΙΚΡΕΣ ΑΓΓΕΛΙΕΣ • ΜΙΚΡΕΣ ΑΓΓΕΛΙΕΣ • ΜΙΚΡΕΣ ΑΓΓΕΛΙΕΣ • ΜΙΚΡΕΣ ΑΓΓΕΛΙΕΣ [26, 55, 757, 73]
ad-code: (Μ 709) [370, 145, 398, 155]
ad-code: (Π 612) [1159, 324, 1186, 335]
ad-code: (Μ 708) [183, 431, 211, 442]
ad-code: (Ε 786) [561, 424, 587, 434]
ad-code: (Ε 810) [370, 261, 396, 271]
classified-ad: ΕΝΟΙΚΙΑΖΕΤΑΙ κατάστημα στην οδό Γιαμπουδάκη. Πληροφορίες τηλ. 250552. [370, 1062, 550, 1086]
ad-code: (Ζ 933) [959, 221, 985, 231]
display-ad-headline: ΖΗΤΕΙΤΑΙ [135, 1149, 252, 1177]
ad-code: (Π 586) [1358, 1083, 1385, 1093]
classified-ad: ΦΥΣΙΚΟΣ - ΜΑΘΗΜΑΤΙΚΟΣ παραδίδει μαθήματα σε μαθητές Λυκείου - Φυσική - Χημεία. Τιμές λογικές. Τηλ. 287299 8—11 π.μ. 280529 6—10 μ.μ. [183, 529, 359, 579]
classified-ad: ΑΠΟ την βιοτεχνία ηλεκτρικών «ΕΛΛΗΝ» ζητείται ηλεκτρολόγος. Τηλ. 236474, κ. Ρίζο. [761, 731, 949, 755]
ad-code: (Ζ 938) [959, 988, 985, 998]
ad-code: (Π 574) [1358, 291, 1385, 301]
classified-ad: ΖΗΤΕΙΤΑΙ κοπέλα για εργασία σε παιδικό σταθμό. Τηλ. 253054. [959, 649, 1149, 673]
ad-code: (Ζ 983) [761, 671, 787, 681]
ad-code: (Π578) [1358, 1038, 1383, 1049]
ad-code: (Ζ 950) [959, 265, 985, 276]
ad-code: (Ε 783) [561, 380, 587, 390]
display-ad-kicker: ΑΠΟ ΒΙΟΜΗΧΑΝΙΑ ΑΛΛΑΝΤΙΚΩΝ [74, 1130, 312, 1147]
ad-code: (Ζ 947) [761, 848, 787, 859]
classified-ad: ΖΗΤΟΥΝΤΑΙ ταξιτζήδες για «ΤΑ ΒΑΡΙΑ», Δευτέρα 25 Αυγούστου. [959, 282, 1149, 306]
ad-code: (Π 555) [1358, 683, 1385, 694]
classified-ad: ΕΝΟΙΚΙΑΖΕΤΑΙ διαμέρισμα 2 δωματίων. Πληροφορίες τηλ. 287518 — 243874. [370, 232, 550, 257]
classified-ad: ΖΗΤΕΙΤΑΙ άτομο 22 - 35 ετών για διανομή. Τηλ. 286641. [959, 738, 1149, 762]
ad-code: (Ζ 961) [761, 177, 787, 188]
classified-ad: ΣΥΝΟΙΚΕΣΙΑ: Πλήθος αξιόλογων ατόμων επιθυμούν να γνωριστούν με σκοπό γάμο. Καταχωρήσεις στο ΚΟΙΝΩΝΙΚΗ ΓΝΩΡΙΜΙΑ. Περιοδικό «Κοινωνική Γνωριμία» — Τ.Θ. 1437 - Ηράκλειο. [26, 248, 173, 322]
classified-ad: ΠΩΛΕΙΤΑΙ τηλέφωνο εντός πόλεως. Πληροφορίες τηλ. 283843 ώρες εργασίας. [1358, 136, 1554, 160]
ad-code: (Π 608) [1159, 603, 1186, 614]
classified-ad: ΖΗΤΕΙΤΑΙ σερβιτόρος. Πληροφορίες τηλ. 226.425. [959, 79, 1149, 103]
classified-ad: ΕΝΟΙΚΙΑΖΕΤΑΙ γραφείο 40 τ.μ. στην οδό Σμύρνης 29. Πληροφορίες τηλ. 284495, ώρες γραφείου. [370, 334, 550, 370]
classified-ad: ΠΩΛΕΙΤΑΙ SIMCA ORAHZON 1118 CC σε άριστη κατάσταση. Τηλ. 281002. [1358, 966, 1554, 990]
classified-ad: ΕΝΟΙΚΙΑΖΕΤΑΙ στο Στήλη Λίθυνου κατάστημα σε πολυκατοικία κατάλληλο για κάθε χρήση. Τηλ. 0832-22005 και 22033. [561, 338, 750, 375]
classified-ad: ΖΗΤΕΙΤΑΙ υπάλληλος για λογιστήριο. Τηλ. 289988. [959, 516, 1149, 540]
ad-code: (Ε 781) [370, 932, 396, 942]
ad-code: (Δ 851) [26, 162, 52, 172]
ad-code: (Ζ 984) [1159, 107, 1185, 118]
